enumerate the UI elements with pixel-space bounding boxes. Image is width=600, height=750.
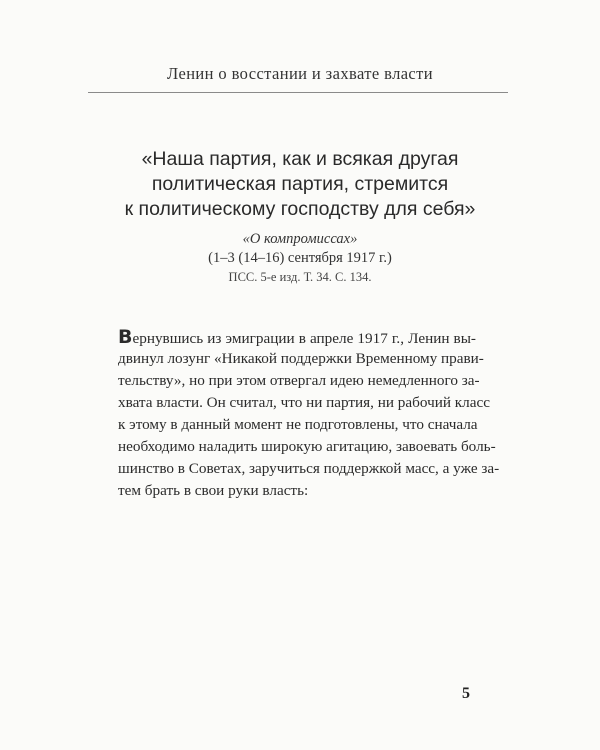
paragraph-line: необходимо наладить широкую агитацию, завоевать боль-: [118, 438, 496, 455]
epigraph-quote: [0, 147, 600, 222]
paragraph-line: к этому в данный момент не подготовлены, что сначала: [118, 416, 478, 433]
epigraph-line: политическая партия, стремится: [151, 173, 449, 195]
paragraph-line: [118, 326, 476, 348]
epigraph-line: «Наша партия, как и всякая другая: [141, 148, 459, 170]
body-paragraph: [118, 326, 500, 502]
paragraph-line-text: ернувшись из эмиграции в апреле 1917 г., Ленин вы-: [132, 330, 476, 347]
paragraph-line: шинство в Советах, заручиться поддержкой масс, а уже за-: [118, 460, 500, 477]
epigraph-source-reference: ПСС. 5-е изд. Т. 34. С. 134.: [228, 270, 372, 284]
running-header: Ленин о восстании и захвате власти: [167, 64, 433, 83]
header-rule: [88, 92, 508, 93]
paragraph-line: двинул лозунг «Никакой поддержки Временному прави-: [118, 350, 484, 367]
epigraph-source-title: «О компромиссах»: [242, 231, 358, 247]
epigraph-line: к политическому господству для себя»: [124, 198, 476, 220]
paragraph-line: тельству», но при этом отвергал идею немедленного за-: [118, 372, 480, 389]
epigraph-source-date: (1–3 (14–16) сентября 1917 г.): [208, 250, 392, 266]
paragraph-line: хвата власти. Он считал, что ни партия, ни рабочий класс: [118, 394, 490, 411]
initial-letter: В: [118, 326, 133, 348]
paragraph-line: тем брать в свои руки власть:: [118, 482, 309, 499]
page-number: 5: [462, 685, 470, 702]
